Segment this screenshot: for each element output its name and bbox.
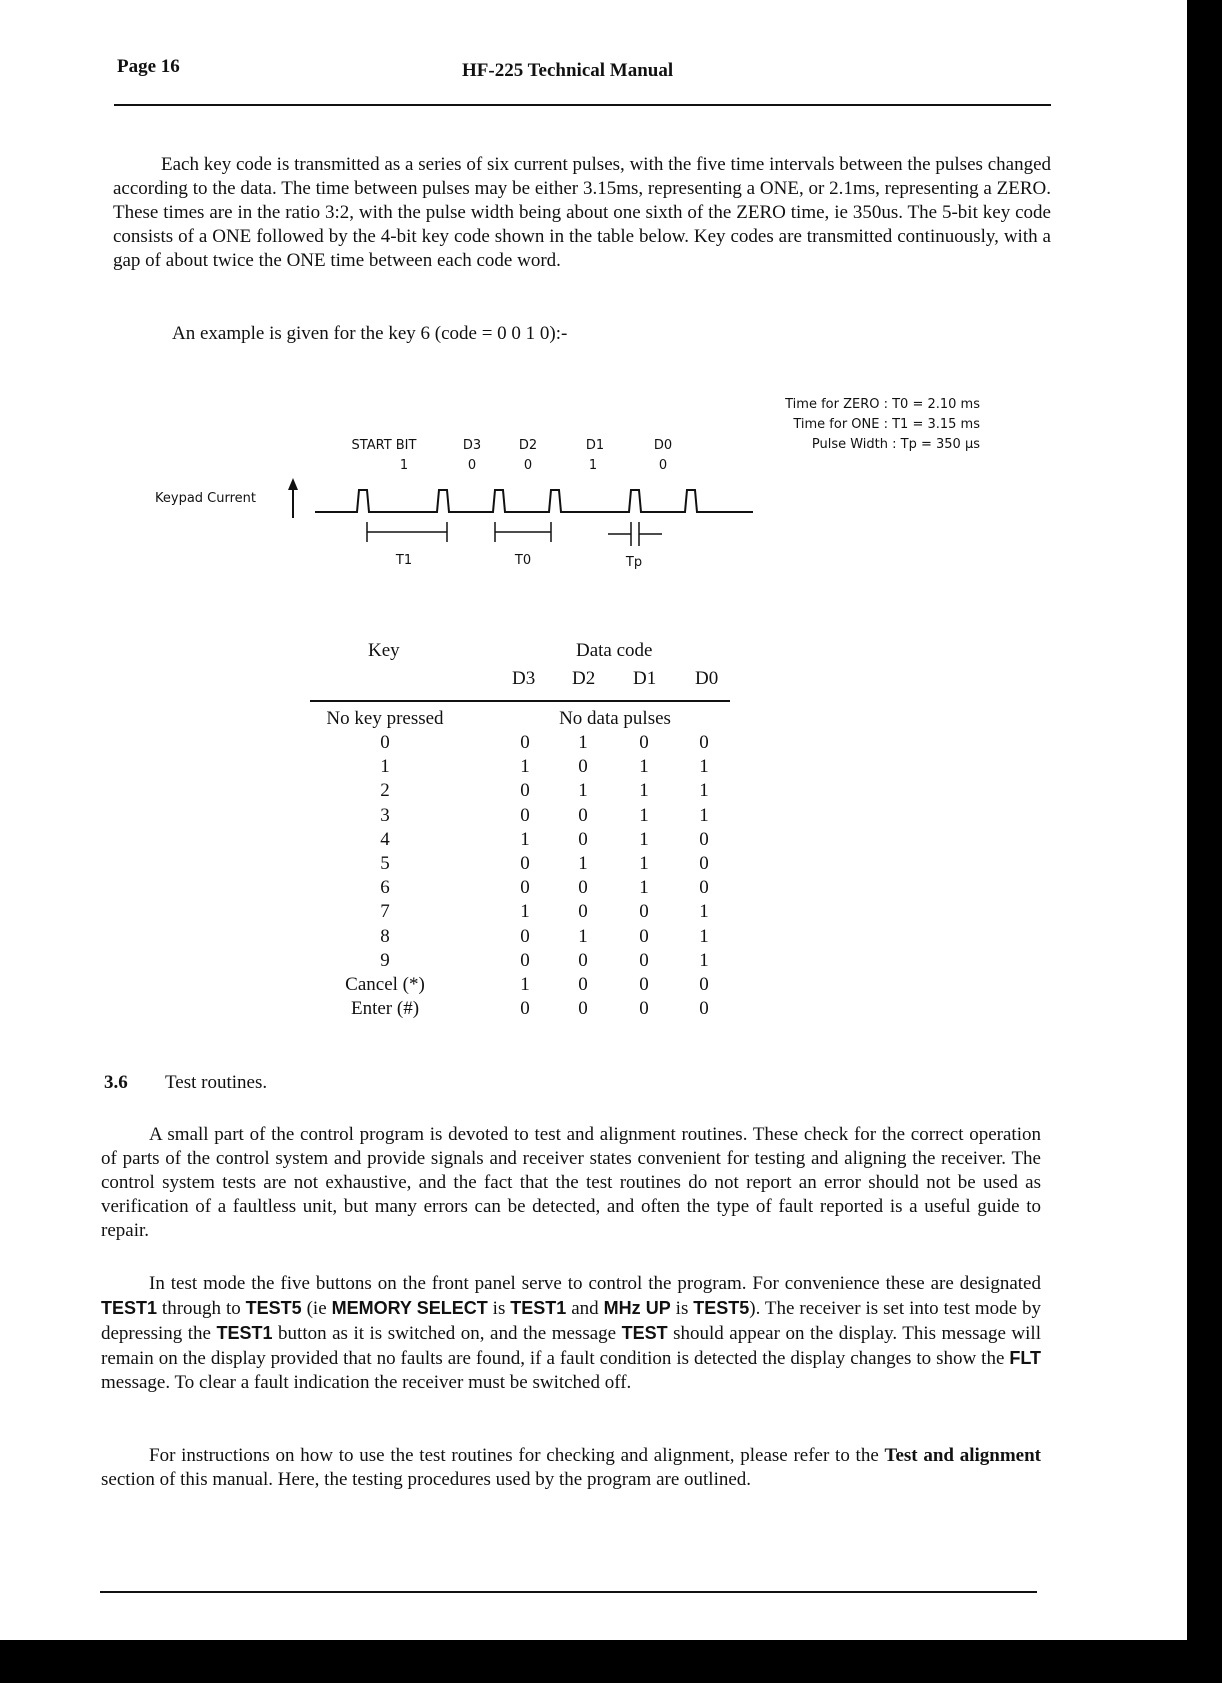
bit-value-start: 1 bbox=[399, 458, 409, 473]
p2-text-b: through to bbox=[157, 1298, 246, 1319]
code-cell-d1: 1 bbox=[639, 853, 649, 874]
test-routines-paragraph-3 bbox=[101, 1444, 1041, 1492]
code-cell-d3: 1 bbox=[520, 901, 530, 923]
table-col-d0: D0 bbox=[695, 668, 719, 689]
code-cell-d3: 0 bbox=[520, 780, 530, 802]
table-row bbox=[300, 926, 740, 950]
code-cell-d3: 0 bbox=[520, 732, 530, 753]
t1-label: T1 bbox=[395, 553, 413, 568]
scan-edge-bottom bbox=[0, 1640, 1222, 1683]
code-cell-d1: 1 bbox=[639, 877, 649, 899]
code-cell-d1: 0 bbox=[639, 974, 649, 995]
code-cell-d3: 0 bbox=[520, 925, 530, 947]
p2-text-j: message. To clear a fault indication the receiver must be switched off. bbox=[101, 1372, 632, 1393]
code-cell-d0: 1 bbox=[699, 756, 709, 778]
table-row bbox=[300, 756, 740, 780]
pulse-timing-diagram bbox=[140, 390, 1000, 585]
legend-zero: Time for ZERO : T0 = 2.10 ms bbox=[785, 397, 980, 412]
key-cell: 9 bbox=[380, 949, 390, 971]
code-cell-d2: 0 bbox=[578, 998, 588, 1020]
code-cell-d0: 0 bbox=[699, 828, 709, 850]
code-cell-d0: 1 bbox=[699, 780, 709, 802]
table-row bbox=[300, 974, 740, 998]
table-key-header: Key bbox=[368, 640, 400, 661]
example-line: An example is given for the key 6 (code = 0 0 1 0):- bbox=[172, 323, 568, 344]
code-cell-d3: 0 bbox=[520, 877, 530, 899]
code-cell-d2: 1 bbox=[578, 780, 588, 802]
legend-one: Time for ONE : T1 = 3.15 ms bbox=[793, 417, 980, 432]
keypad-current-label: Keypad Current bbox=[155, 491, 256, 506]
tp-label: Tp bbox=[625, 555, 643, 570]
p3-text-a: For instructions on how to use the test routines for checking and alignment, please refer to the bbox=[149, 1445, 885, 1466]
p2-test1-b: TEST1 bbox=[510, 1298, 567, 1318]
p2-test1: TEST1 bbox=[101, 1298, 158, 1318]
key-cell: 0 bbox=[380, 732, 390, 753]
key-cell: Enter (#) bbox=[350, 998, 420, 1020]
code-cell-d1: 0 bbox=[639, 998, 649, 1020]
page-number: Page 16 bbox=[117, 56, 180, 77]
bit-value-d0: 0 bbox=[658, 458, 668, 473]
intro-paragraph bbox=[113, 153, 1051, 273]
scan-edge-right bbox=[1187, 0, 1222, 1683]
code-cell-d1: 1 bbox=[639, 828, 649, 850]
code-cell-d0: 1 bbox=[699, 901, 709, 923]
code-cell-d1: 1 bbox=[639, 804, 649, 826]
code-cell-d0: 0 bbox=[699, 853, 709, 874]
key-cell: 6 bbox=[380, 877, 390, 899]
table-row bbox=[300, 732, 740, 756]
key-cell: 8 bbox=[380, 925, 390, 947]
bit-value-d2: 0 bbox=[523, 458, 533, 473]
code-cell-d1: 1 bbox=[639, 780, 649, 802]
p3-test-and-alignment: Test and alignment bbox=[884, 1445, 1041, 1466]
code-cell-d2: 0 bbox=[578, 877, 588, 899]
code-cell-d2: 1 bbox=[578, 925, 588, 947]
test-routines-paragraph-2 bbox=[101, 1272, 1041, 1395]
table-row bbox=[300, 998, 740, 1022]
bit-value-d1: 1 bbox=[588, 458, 598, 473]
code-cell-d1: 1 bbox=[639, 756, 649, 778]
code-cell-d0: 0 bbox=[699, 974, 709, 995]
no-key-label: No key pressed bbox=[326, 708, 444, 729]
code-cell-d3: 1 bbox=[520, 828, 530, 850]
table-row bbox=[300, 853, 740, 877]
table-row bbox=[300, 950, 740, 974]
key-cell: 4 bbox=[380, 828, 390, 850]
code-cell-d2: 0 bbox=[578, 828, 588, 850]
code-cell-d3: 0 bbox=[520, 804, 530, 826]
code-cell-d3: 0 bbox=[520, 853, 530, 874]
code-cell-d0: 1 bbox=[699, 804, 709, 826]
no-key-note: No data pulses bbox=[559, 708, 671, 729]
code-cell-d3: 1 bbox=[520, 756, 530, 778]
code-cell-d0: 0 bbox=[699, 732, 709, 753]
table-data-header: Data code bbox=[576, 640, 653, 661]
key-cell: Cancel (*) bbox=[345, 974, 425, 995]
table-row bbox=[300, 780, 740, 804]
section-number: 3.6 bbox=[104, 1072, 128, 1093]
table-row bbox=[300, 829, 740, 853]
bit-name-d3: D3 bbox=[462, 438, 482, 453]
p2-text-g: ). The receiver is set into test mode by depressing the bbox=[101, 1298, 1042, 1344]
code-cell-d2: 0 bbox=[578, 949, 588, 971]
p3-text-c: section of this manual. Here, the testing procedures used by the program are outlined. bbox=[101, 1469, 752, 1490]
bit-name-d1: D1 bbox=[585, 438, 605, 453]
table-header-rule bbox=[310, 700, 730, 702]
p2-test5-b: TEST5 bbox=[693, 1298, 750, 1318]
intro-text: Each key code is transmitted as a series of six current pulses, with the five time intervals between the pulses changed according to the data. The time between pulses may be either 3.15ms, representing a ONE, or 2.1ms, representing a ZERO. These times are in the ratio 3:2, with the pulse width being about one sixth of the ZERO time, ie 350us. The 5-bit key code consists of a ONE followed by the 4-bit key code shown in the table below. Key codes are transmitted continuously, with a gap of about twice the ONE time between each code word. bbox=[113, 154, 1051, 271]
current-axis-arrowhead bbox=[288, 478, 298, 490]
code-cell-d0: 1 bbox=[699, 925, 709, 947]
p2-text-f: is bbox=[670, 1298, 694, 1319]
key-cell: 1 bbox=[380, 756, 390, 778]
p2-memory-select: MEMORY SELECT bbox=[331, 1298, 488, 1318]
p2-flt-msg: FLT bbox=[1009, 1348, 1041, 1368]
p2-test5: TEST5 bbox=[245, 1298, 302, 1318]
manual-title: HF-225 Technical Manual bbox=[462, 60, 674, 81]
bit-value-d3: 0 bbox=[467, 458, 477, 473]
p2-text-d: is bbox=[487, 1298, 511, 1319]
key-cell: 7 bbox=[380, 901, 390, 923]
key-cell: 3 bbox=[380, 804, 390, 826]
bit-name-d2: D2 bbox=[518, 438, 538, 453]
code-cell-d2: 0 bbox=[578, 974, 588, 995]
p2-text-c: (ie bbox=[301, 1298, 332, 1319]
header-rule bbox=[114, 104, 1051, 106]
footer-rule bbox=[100, 1591, 1037, 1593]
code-cell-d0: 0 bbox=[699, 998, 709, 1020]
bit-name-d0: D0 bbox=[653, 438, 673, 453]
p2-text-a: In test mode the five buttons on the front panel serve to control the program. For convenience these are designated bbox=[149, 1273, 1041, 1294]
bit-name-start: START BIT bbox=[351, 438, 417, 453]
code-cell-d1: 0 bbox=[639, 949, 649, 971]
legend-pulse-width: Pulse Width : Tp = 350 µs bbox=[811, 437, 980, 452]
code-cell-d2: 0 bbox=[578, 901, 588, 923]
table-row bbox=[300, 877, 740, 901]
key-cell: 2 bbox=[380, 780, 390, 802]
code-cell-d1: 0 bbox=[639, 901, 649, 923]
table-col-d1: D1 bbox=[633, 668, 657, 689]
table-row bbox=[300, 805, 740, 829]
code-cell-d2: 0 bbox=[578, 804, 588, 826]
t0-label: T0 bbox=[514, 553, 532, 568]
code-cell-d3: 0 bbox=[520, 998, 530, 1020]
code-cell-d3: 0 bbox=[520, 949, 530, 971]
code-cell-d3: 1 bbox=[520, 974, 530, 995]
code-cell-d1: 0 bbox=[639, 732, 649, 753]
code-cell-d0: 0 bbox=[699, 877, 709, 899]
code-cell-d2: 0 bbox=[578, 756, 588, 778]
test-routines-text-1: A small part of the control program is devoted to test and alignment routines. These check for the correct operation of parts of the control system and provide signals and receiver states convenient for testing and aligning the receiver. The control system tests are not exhaustive, and the fact that the test routines do not report an error should not be used as verification of a faultless unit, but many errors can be detected, and often the type of fault reported is a useful guide to repair. bbox=[101, 1124, 1041, 1241]
code-cell-d1: 0 bbox=[639, 925, 649, 947]
code-cell-d0: 1 bbox=[699, 949, 709, 971]
code-cell-d2: 1 bbox=[578, 732, 588, 753]
p2-test-msg: TEST bbox=[621, 1323, 668, 1343]
section-title: Test routines. bbox=[165, 1072, 268, 1093]
key-cell: 5 bbox=[380, 853, 390, 874]
test-routines-paragraph-1 bbox=[101, 1123, 1041, 1243]
table-row bbox=[300, 901, 740, 925]
pulse-waveform bbox=[315, 490, 753, 512]
table-col-d3: D3 bbox=[512, 668, 536, 689]
table-col-d2: D2 bbox=[572, 668, 596, 689]
p2-text-e: and bbox=[566, 1298, 604, 1319]
p2-text-h: button as it is switched on, and the message bbox=[272, 1323, 622, 1344]
p2-test1-c: TEST1 bbox=[216, 1323, 273, 1343]
code-cell-d2: 1 bbox=[578, 853, 588, 874]
p2-mhz-up: MHz UP bbox=[603, 1298, 671, 1318]
p2-text-i: should appear on the display. This message will remain on the display provided that no faults are found, if a fault condition is detected the display changes to show the bbox=[101, 1323, 1041, 1369]
table-row-no-key bbox=[300, 708, 740, 732]
